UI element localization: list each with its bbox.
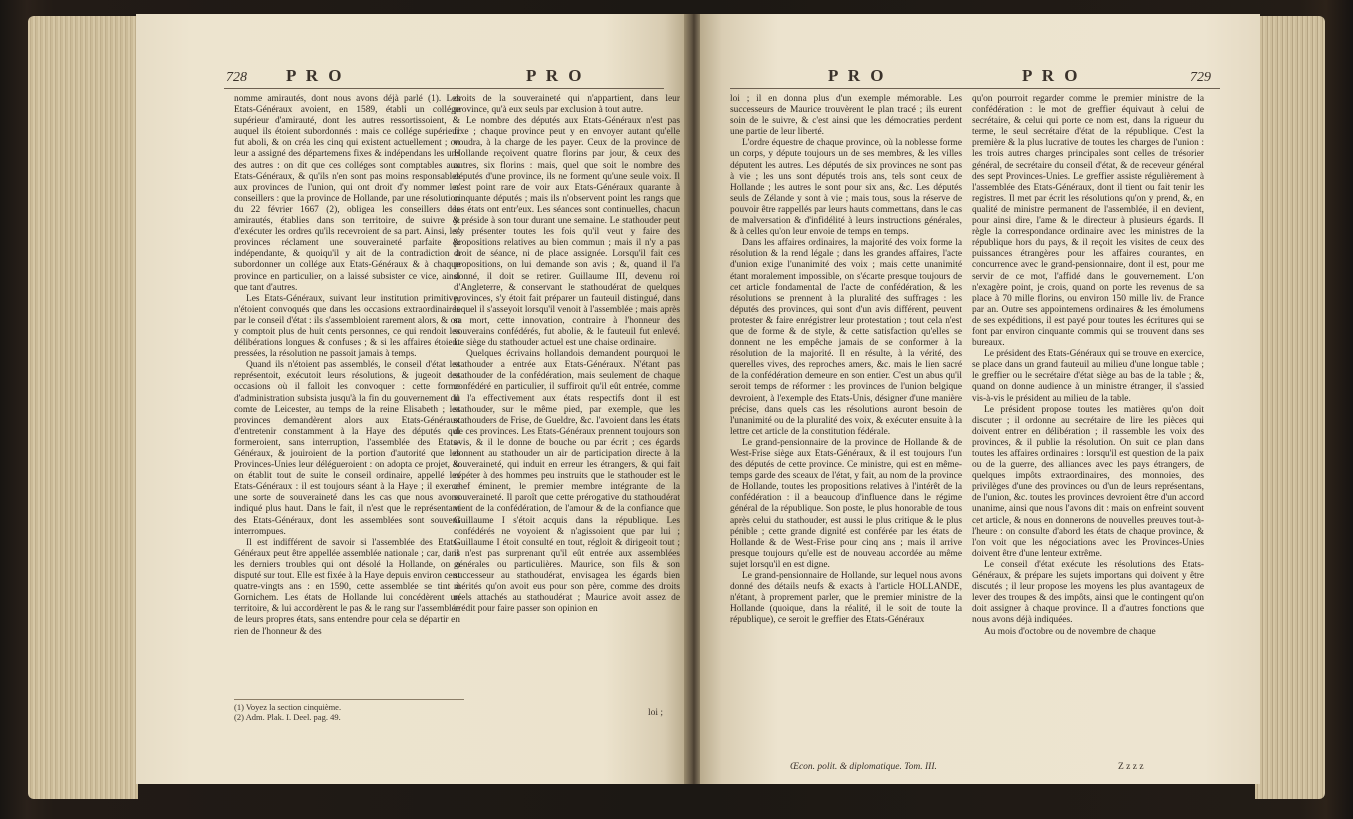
paragraph: qu'on pourroit regarder comme le premier ministre de la confédération : le mot de greffier équivaut à celui de secrétaire, & celui qui porte ce nom est, dans la rigueur du terme, le seul secrétaire d'état de la république. C'est la première & la plus lucrative de toutes les charges de l'union : les trois autres charges principales sont celles de trésorier général, de secrétaire du conseil d'état, & de receveur général des sept Provinces-Unies. Le greffier assiste régulièrement à l'assemblée des Etats-Généraux, dont il tient ou fait tenir les registres. Il met par écrit les résolutions qu'on y prend, &, en qualité de ministre permanent de l'assemblée, il en devient, pour ainsi dire, l'ame & le directeur à plusieurs égards. Il règle la correspondance ordinaire avec les ministres de la république hors du pays, & il reçoit les visites de ceux des puissances étrangères pour les affaires courantes, en concurrence avec le grand-pensionnaire, dont il est, pour me servir de ce mot, l'affidé dans le gouvernement. L'on n'exagère point, je crois, quand on porte les revenus de sa place à 70 mille florins, ou environ 150 mille liv. de France par an. Outre ses appointemens ordinaires & les émolumens de ses expéditions, il est payé pour toutes les écritures qui se font par environ cinquante commis qui se trouvent dans ses bureaux.	[972, 94, 1204, 349]
right-column-2	[972, 94, 1204, 638]
paragraph: Les Etats-Généraux, suivant leur institution primitive, n'étoient convoqués que dans les occasions extraordinaires par le conseil d'état : ils s'assembloient rarement alors, & on y comptoit plus de huit cents personnes, ce qui rendoit les délibérations longues & confuses ; & si les affaires étoient pressées, la résolution ne passoit jamais à temps.	[234, 293, 460, 360]
footnotes	[234, 699, 464, 722]
head-rule-left	[224, 88, 664, 89]
running-head-left-b: P R O	[526, 66, 585, 85]
signature-mark: Z z z z	[1118, 762, 1144, 772]
paragraph: Au mois d'octobre ou de novembre de chaque	[984, 626, 1156, 637]
paragraph: Le président propose toutes les matières qu'on doit discuter ; il ordonne au secrétaire de lire les pièces qui doivent entrer en délibération ; il rassemble les voix des provinces, & il publie la résolution. On suit ce plan dans toutes les affaires ordinaires : lorsqu'il est question de la paix ou de la guerre, des alliances avec les pays étrangers, de quelques impôts extraordinaires, des monnoies, des privilèges d'une des provinces ou d'un de leurs représentans, de l'union, &c. toutes les provinces devroient être d'un accord unanime, ainsi que nous l'avons dit : mais on enfreint souvent cet article, & nous en donnerons de nouvelles preuves tout-à-l'heure : on consulte d'abord les états de chaque province, & l'on voit que les négociations avec les Provinces-Unies doivent être d'une lenteur extrême.	[972, 404, 1204, 559]
paragraph: Le conseil d'état exécute les résolutions des Etats-Généraux, & prépare les sujets importans qui doivent y être discutés ; il leur propose les moyens les plus avantageux de lever des troupes & des impôts, ainsi que le contingent qu'on doit assigner à chaque province. Il a d'autres fonctions que nous avons déjà indiquées.	[972, 559, 1204, 626]
page-number-right: 729	[1190, 70, 1211, 85]
page-number-left: 728	[226, 70, 247, 85]
paragraph: loi ; il en donna plus d'un exemple mémorable. Les successeurs de Maurice trouvèrent le plan tracé ; ils eurent soin de le suivre, & c'est ainsi que les démocraties perdent une partie de leur liberté.	[730, 94, 962, 138]
right-page-edges	[1255, 16, 1325, 799]
paragraph: Il est indifférent de savoir si l'assemblée des Etats-Généraux peut être appellée assemblée nationale ; car, dans les derniers troubles qui ont désolé la Hollande, on a disputé sur tout. Elle est fixée à la Haye depuis environ cent quatre-vingts ans : en 1590, cette assemblée se tint à Gornichem. Les états de Hollande lui concédèrent un territoire, & lui accordèrent le pas & le rang sur l'assemblée de leurs propres états, sans entendre pour cela se départir en rien de l'honneur & des	[234, 537, 460, 637]
footnote: (1) Voyez la section cinquième.	[234, 702, 342, 712]
paragraph: Quand ils n'étoient pas assemblés, le conseil d'état les représentoit, exécutoit leurs résolutions, & jugeoit des occasions où il falloit les convoquer : cette forme d'administration subsista jusqu'à la fin du gouvernement du comte de Leicester, au temps de la reine Elisabeth ; les provinces demandèrent alors aux Etats-Généraux d'entretenir constamment à la Haye des députés qui formeroient, sans interruption, l'assemblée des Etats-Généraux, & jouiroient de la portion d'autorité que les Provinces-Unies leur délégueroient : on adopta ce projet, & on établit tout de suite le conseil ordinaire, appellé les Etats-Généraux : il est toujours séant à la Haye ; il exerce une sorte de souveraineté dans les cas que nous avons indiqué plus haut. Dans le fait, il n'est que le représentant des Etats-Généraux, dont les assemblées sont souvent interrompues.	[234, 360, 460, 537]
paragraph: Le grand-pensionnaire de la province de Hollande & de West-Frise siège aux Etats-Généraux, & il est toujours l'un des députés de cette province. Ce ministre, qui est en même-temps garde des sceaux de l'état, y fait, au nom de la province de Hollande, toutes les propositions relatives à l'intérêt de la confédération : il a beaucoup d'influence dans le régime général de la république. Son poste, le plus honorable de tous après celui du stathouder, est aussi le plus critique & le plus pénible ; cette grande dignité est conférée par les états de Hollande & de West-Frise pour cinq ans ; mais il arrive presque toujours qu'elle est de nouveau accordée au même sujet lorsqu'il en est digne.	[730, 437, 962, 570]
left-column-2	[454, 94, 680, 615]
paragraph: Dans les affaires ordinaires, la majorité des voix forme la résolution & la rend légale ; dans les grandes affaires, l'acte d'union exige l'unanimité des voix ; mais cette unanimité étant moralement impossible, on s'écarte presque toujours de cet article fondamental de l'acte de confédération, & les résolutions se prennent à la pluralité des suffrages : les députés des provinces, qui sont d'un avis différent, peuvent protester & faire enrégistrer leur protestation ; tout cela n'est que de forme & de style, & cette satisfaction qu'elles se donnent ne les empêche jamais de se conformer à la résolution de la majorité. Il en résulte, à la vérité, des querelles vives, des reproches amers, &c. mais le lien sacré de la confédération demeure en son entier. C'est un abus qu'il seroit temps de réformer : les provinces de l'union belgique devroient, à l'exemple des Etats-Unis, désigner d'une manière précise, dans quels cas les résolutions auront besoin de l'unanimité ou de la pluralité des voix, & exécuter ensuite à la lettre cet article de la constitution fédérale.	[730, 238, 962, 437]
head-rule-right	[730, 88, 1220, 89]
footnote: (2) Adm. Plak. I. Deel. pag. 49.	[234, 712, 341, 722]
paragraph: Le grand-pensionnaire de Hollande, sur lequel nous avons donné des détails neufs & exacts à l'article HOLLANDE, n'étant, à proprement parler, que le premier ministre de la Hollande (quoique, dans la réalité, il le soit de toute la république), ce seroit le greffier des Etats-Généraux	[730, 571, 962, 626]
catchword: loi ;	[648, 708, 664, 718]
paragraph: Quelques écrivains hollandois demandent pourquoi le stathouder a entrée aux Etats-Généraux. N'étant pas stathouder de la confédération, mais seulement de chaque confédéré en particulier, il suffiroit qu'il eût entrée, comme il l'a effectivement aux états respectifs dont il est stathouder, sur le même pied, par exemple, que les stathouders de Frise, de Gueldre, &c. l'avoient dans les états de ces provinces. Les Etats-Généraux prennent toujours son avis, & il le donne de bouche ou par écrit ; ces égards donnent au stathouder un air de participation directe à la souveraineté, qui induit en erreur les étrangers, & qui fait répéter à des hommes peu instruits que le stathouder est le chef éminent, le premier membre intégrante de la souveraineté. Il paroît que cette prérogative du stathoudérat vient de la confédération, de l'amour & de la confiance que Guillaume I s'étoit acquis dans la république. Les confédérés ne voyoient & n'agissoient que par lui ; Guillaume I étoit consulté en tout, régloit & dirigeoit tout ; il n'est pas surprenant qu'il eût entrée aux assemblées générales ou particulières. Maurice, son fils & son successeur au stathoudérat, envisagea les égards bien mérités qu'on avoit eus pour son père, comme des droits réels attachés au stathoudérat ; Maurice avoit assez de crédit pour faire passer son opinion en	[454, 349, 680, 615]
right-page	[700, 14, 1260, 784]
paragraph: droits de la souveraineté qui n'appartient, dans leur province, qu'à eux seuls par exclusion à tout autre.	[454, 94, 680, 116]
left-page-edges	[28, 16, 138, 799]
paragraph: Le président des Etats-Généraux qui se trouve en exercice, se place dans un grand fauteuil au milieu d'une longue table ; le greffier ou le secrétaire d'état siège au bas de la table ; &, quand on donne audience à un ministre étranger, il s'assied vis-à-vis le président au milieu de la table.	[972, 349, 1204, 404]
running-head-right-a: P R O	[828, 66, 887, 85]
paragraph: L'ordre équestre de chaque province, où la noblesse forme un corps, y députe toujours un de ses membres, & les villes députent les autres. Les députés de six provinces ne sont pas à vie ; les uns sont députés trois ans, tels sont ceux de Hollande ; les autres le sont pour six ans, &c. Les députés seuls de Zélande y sont à vie ; mais tous, sous la réserve de pouvoir être rappellés par leurs hauts commettans, dans le cas de malversation & d'infidélité à leurs instructions générales, & à celles qu'on leur envoie de temps en temps.	[730, 138, 962, 238]
paragraph: Le nombre des députés aux Etats-Généraux n'est pas fixe ; chaque province peut y en envoyer autant qu'elle voudra, à la charge de les payer. Ceux de la province de Hollande reçoivent quatre florins par jour, & ceux des autres, six florins : mais, quel que soit le nombre des députés d'une province, ils ne forment qu'une seule voix. Il n'est point rare de voir aux Etats-Généraux quarante à cinquante députés ; mais ils n'observent point les rangs que les états ont entr'eux. Les séances sont continuelles, chacun y préside à son tour durant une semaine. Le stathouder peut s'y présenter toutes les fois qu'il veut y faire des propositions relatives au bien commun ; mais il n'y a pas droit de séance, ni de place assignée. Lorsqu'il fait ces propositions, on lui demande son avis ; &, quand il l'a donné, il doit se retirer. Guillaume III, devenu roi d'Angleterre, & conservant le stathoudérat de quelques provinces, s'y étoit fait préparer un fauteuil distingué, dans lequel il s'asseyoit lorsqu'il venoit à l'assemblée ; mais après sa mort, cette innovation, contraire à l'honneur des souverains confédérés, fut abolie, & le fauteuil fut enlevé. Le siège du stathouder actuel est une chaise ordinaire.	[454, 116, 680, 349]
running-head-left-a: P R O	[286, 66, 345, 85]
left-column-1	[234, 94, 460, 638]
right-column-1	[730, 94, 962, 627]
signature-title: Œcon. polit. & diplomatique. Tom. III.	[790, 762, 937, 772]
running-head-right-b: P R O	[1022, 66, 1081, 85]
paragraph: nomme amirautés, dont nous avons déjà parlé (1). Les Etats-Généraux avoient, en 1589, établi un collége supérieur d'amirauté, dont les autres ressortissoient, & auquel ils étoient subordonnés : mais ce collége supérieur fut aboli, & on créa les cinq qui existent actuellement ; on leur a assigné des départemens fixes & indépendans les uns des autres : on dit que ces colléges sont comptables aux Etats-Généraux, & qu'ils n'en sont pas moins responsables aux provinces de l'union, qui ont droit d'y nommer les conseillers : que la province de Hollande, par une résolution du 22 février 1667 (2), obligea les conseillers des amirautés, établies dans son territoire, de suivre & d'exécuter les ordres qu'ils recevroient de sa part. Ainsi, les provinces réclament une souveraineté parfaite & indépendante, & quoiqu'il y ait de la contradiction à subordonner un collége aux Etats-Généraux & à chaque province en particulier, on a laissé subsister ce vice, ainsi que tant d'autres.	[234, 94, 460, 293]
left-page	[136, 14, 686, 784]
